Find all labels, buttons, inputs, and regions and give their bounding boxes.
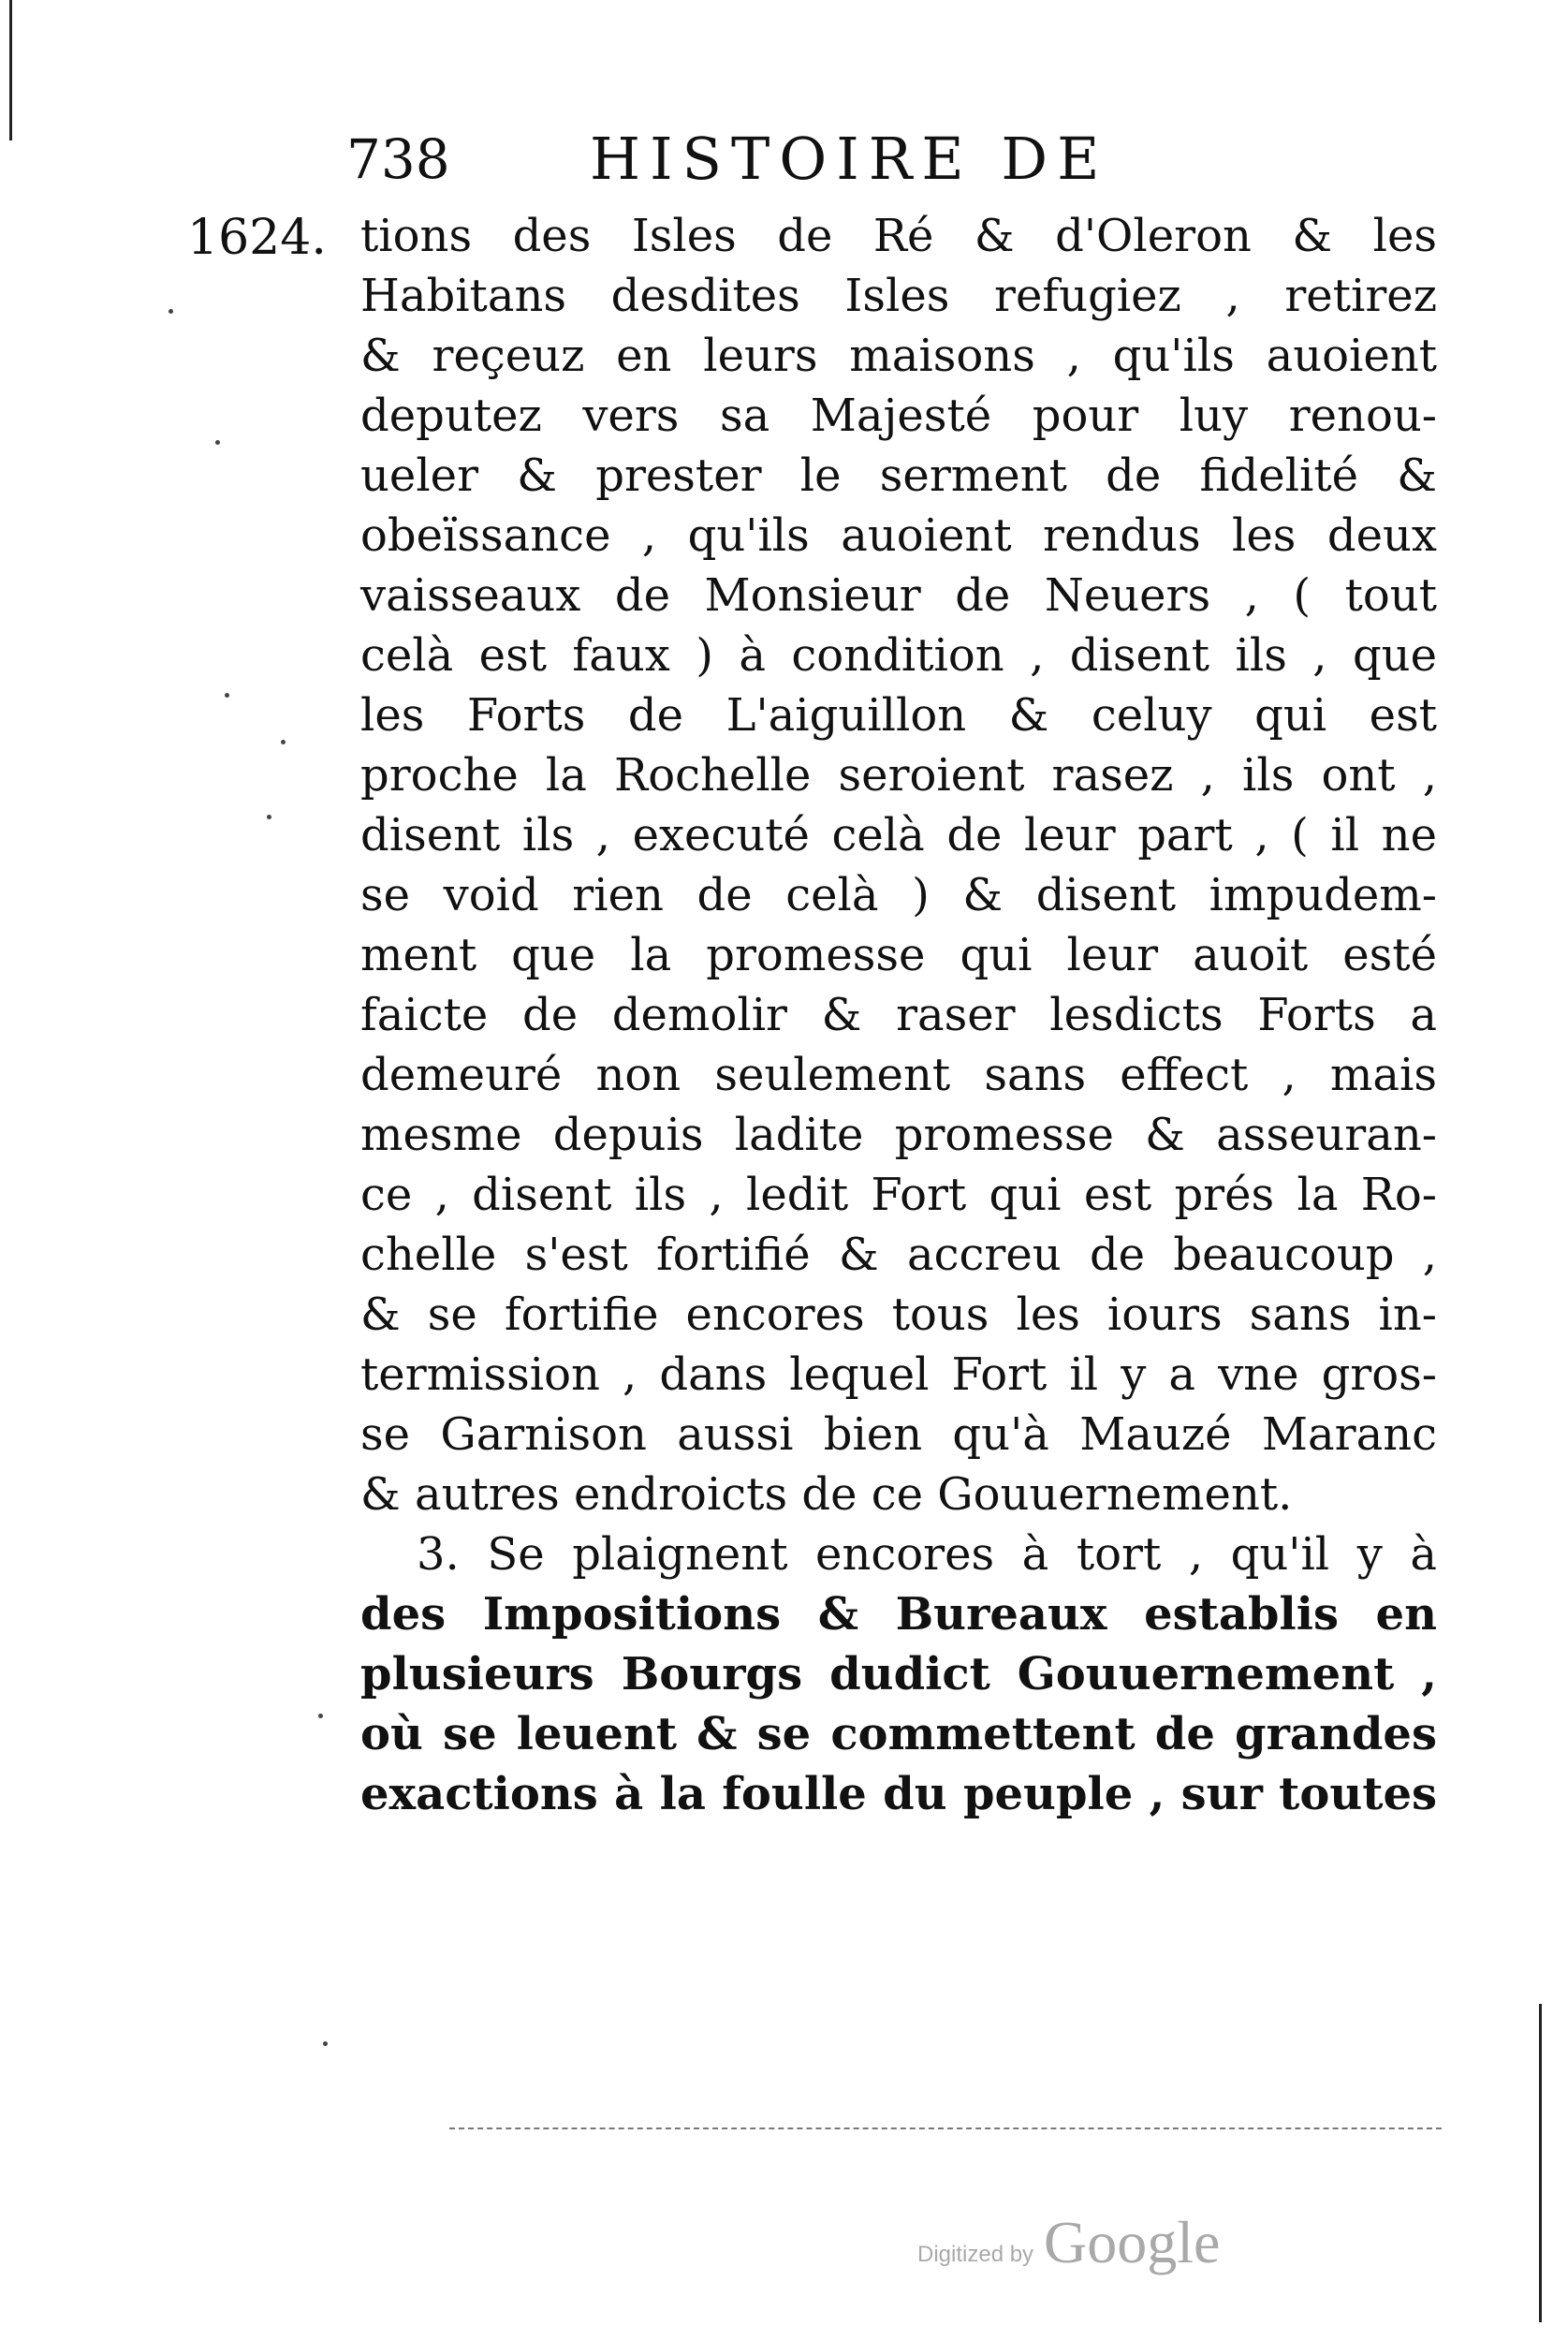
text-line: faicte de demolir & raser lesdicts Forts a	[360, 989, 1437, 1041]
watermark-small-text: Digitized by	[917, 2242, 1034, 2267]
scan-speck	[281, 740, 286, 744]
bottom-scan-noise	[449, 2128, 1442, 2129]
running-title: HISTOIRE DE	[590, 125, 1109, 193]
digitized-watermark	[917, 2205, 1292, 2289]
text-line: & reçeuz en leurs maisons , qu'ils auoient	[360, 330, 1437, 382]
text-line: proche la Rochelle seroient rasez , ils ont ,	[360, 749, 1437, 802]
text-line: ment que la promesse qui leur auoit esté	[360, 929, 1437, 981]
scan-speck	[267, 815, 271, 819]
page-number: 738	[346, 127, 450, 191]
text-line: disent ils , executé celà de leur part , ( il ne	[360, 809, 1437, 861]
text-line: exactions à la foulle du peuple , sur toutes	[360, 1768, 1437, 1820]
text-line: demeuré non seulement sans effect , mais	[360, 1049, 1437, 1101]
scan-edge-left	[9, 0, 12, 140]
text-line: tions des Isles de Ré & d'Oleron & les	[360, 210, 1437, 262]
text-line: & se fortifie encores tous les iours sans in-	[360, 1288, 1437, 1341]
scan-speck	[318, 1714, 323, 1718]
text-line: plusieurs Bourgs dudict Gouuernement ,	[360, 1648, 1437, 1701]
scan-speck	[323, 2041, 328, 2046]
margin-year-note: 1624.	[187, 210, 327, 266]
text-line: les Forts de L'aiguillon & celuy qui est	[360, 689, 1437, 742]
text-line: Habitans desdites Isles refugiez , retirez	[360, 270, 1437, 322]
text-line: obeïssance , qu'ils auoient rendus les deux	[360, 509, 1437, 562]
scan-speck	[169, 309, 173, 314]
paragraph-start-line: 3. Se plaignent encores à tort , qu'il y à	[417, 1528, 1437, 1581]
text-line: des Impositions & Bureaux establis en	[360, 1588, 1437, 1641]
text-line: mesme depuis ladite promesse & asseuran-	[360, 1109, 1437, 1161]
text-line: deputez vers sa Majesté pour luy renou-	[360, 390, 1437, 442]
text-line: se void rien de celà ) & disent impudem-	[360, 869, 1437, 921]
text-line: termission , dans lequel Fort il y a vne gros-	[360, 1348, 1437, 1401]
body-text	[360, 206, 1437, 1824]
google-logo-text: Google	[1044, 2209, 1221, 2275]
text-line: vaisseaux de Monsieur de Neuers , ( tout	[360, 569, 1437, 622]
text-line: chelle s'est fortifié & accreu de beaucoup ,	[360, 1229, 1437, 1281]
page-header	[346, 117, 1208, 201]
text-line: se Garnison aussi bien qu'à Mauzé Maranc	[360, 1408, 1437, 1461]
text-line: ce , disent ils , ledit Fort qui est prés la Ro-	[360, 1169, 1437, 1221]
scan-speck	[225, 693, 229, 698]
text-line: où se leuent & se commettent de grandes	[360, 1708, 1437, 1760]
text-line: & autres endroicts de ce Gouuernement.	[360, 1468, 1293, 1521]
text-line: ueler & prester le serment de fidelité &	[360, 449, 1437, 502]
scan-edge-right	[1539, 2004, 1542, 2322]
scan-speck	[215, 440, 220, 445]
text-line: celà est faux ) à condition , disent ils , que	[360, 629, 1437, 682]
